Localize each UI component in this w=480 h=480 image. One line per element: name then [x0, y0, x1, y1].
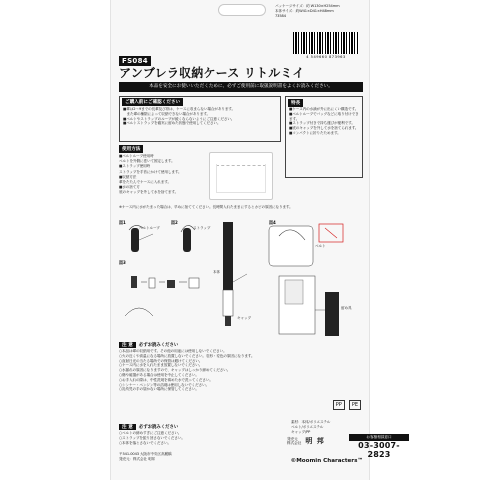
warning-banner: 本品を安全にお使いいただくために、必ずご使用前に取扱説明書をよくお読みください。: [119, 82, 363, 92]
material-info: 素材：本体/ポリエステル ベルト/ポリエステル キャップ/PP: [291, 420, 331, 434]
usage-steps: ■ベルトループ使用時 ベルトを外側に巻いて固定します。 ■ストラップ使用時 ストラップを手首にかけて使用します。 ■収納方法 傘をたたんでケースに入れます。 ■水の捨て方 底のキャップを外して水を捨てます。: [119, 154, 182, 195]
phone-number: 03-3007-2823: [358, 441, 400, 459]
figure-2-label: 図2: [171, 220, 178, 225]
recycle-pp-icon: PP: [333, 400, 345, 410]
phone-box: [349, 434, 409, 459]
callout-belt-loop: ベルトループ: [139, 226, 160, 230]
usage-title: 使用方法: [119, 145, 143, 153]
callout-belt: ベルト: [315, 244, 326, 248]
caution-list: ○本品は傘の収納用です。その他の用途には使用しないでください。 ○火の近くや高温になる場所に放置しないでください。変形・変色の原因になります。 ○直射日光の当たる場所での保管は避けてください。 ○ケース内に水を入れたまま放置しないでください。 ○水漏れの原因になりますので、キャップはしっかり締めてください。 ○傷や破損がある場合は使用を中止してください。 ○お手入れの際は、中性洗剤を薄めた水で洗ってください。 ○シンナー・ベンジン等の溶剤は使用しないでください。 ○乳幼児の手の届かない場所に保管してください。: [119, 349, 255, 392]
barcode-number: 4 549660 873963: [306, 55, 346, 59]
caution-tag-2: 注 意: [119, 424, 136, 430]
caution-list-2: ○ベルトの締めすぎにご注意ください。 ○ストラップを振り回さないでください。 ○本体を落とさないでください。: [119, 431, 185, 445]
recycle-pe-icon: PE: [349, 400, 361, 410]
figure-3-label: 図3: [119, 260, 126, 265]
copyright: ©Moomin Characters™: [290, 458, 363, 464]
caution-section: [119, 342, 363, 424]
features-body: ■ケース内の水滴が外に出にくい構造です。 ■ベルトループでバッグなどに取り付けできます。 ■ストラップ付きで持ち運びが便利です。 ■底のキャップを外して水を捨てられます。 ■コンパクトに折りたためます。: [289, 107, 359, 135]
package-spec: パッケージサイズ：約 W130×H254mm 本体サイズ：約W41×D41×H48mm 73584: [275, 4, 340, 18]
footer-address: 〒541-0043 大阪市中央区高麗橋 発売元：株式会社 明邦: [119, 452, 172, 461]
hang-hole: [218, 4, 266, 16]
figure-4-label: 図4: [269, 220, 276, 225]
callout-clasp: 留め具: [341, 306, 352, 310]
callout-strap: ストラップ: [193, 226, 211, 230]
callout-body: 本体: [213, 270, 220, 274]
company-block: [287, 436, 325, 446]
product-window: [209, 152, 273, 200]
caution-label-2: 必ずお読みください: [138, 425, 179, 430]
barcode: [293, 32, 359, 54]
product-code: FS084: [119, 56, 151, 66]
product-title: アンブレラ収納ケース リトルミイ: [119, 66, 305, 80]
company-name: 明 邦: [305, 437, 325, 445]
features-title: 特長: [288, 99, 303, 107]
notice-body: ■傘は2～9までの長傘及び骨は、ケースに収まらない場合があります。 また傘の種類によって収納できない場合があります。 ■ベルトやストラップのループが緩くならないようにご注意ください。 ■ベルトストラップを確実に留めた状態で使用してください。: [123, 107, 236, 126]
notice-title: ご購入前にご確認ください: [122, 98, 183, 106]
company-label-2: 株式会社: [287, 441, 302, 445]
company-label-1: 発売元: [287, 436, 298, 441]
figure-1-label: 図1: [119, 220, 126, 225]
package-card: [110, 0, 400, 480]
recycle-symbols: [297, 400, 361, 410]
usage-diagrams: [119, 220, 363, 338]
usage-note: ※ケース内に水がたまった場合は、早めに捨ててください。長時間入れたままにするとカビの原因になります。: [119, 205, 293, 209]
features-box: [285, 96, 363, 178]
notice-box: [119, 96, 281, 142]
phone-tag: お客様相談窓口: [349, 434, 409, 441]
caution-label: 必ずお読みください: [138, 343, 179, 348]
callout-cap: キャップ: [237, 316, 251, 320]
caution-tag: 注 意: [119, 342, 136, 348]
